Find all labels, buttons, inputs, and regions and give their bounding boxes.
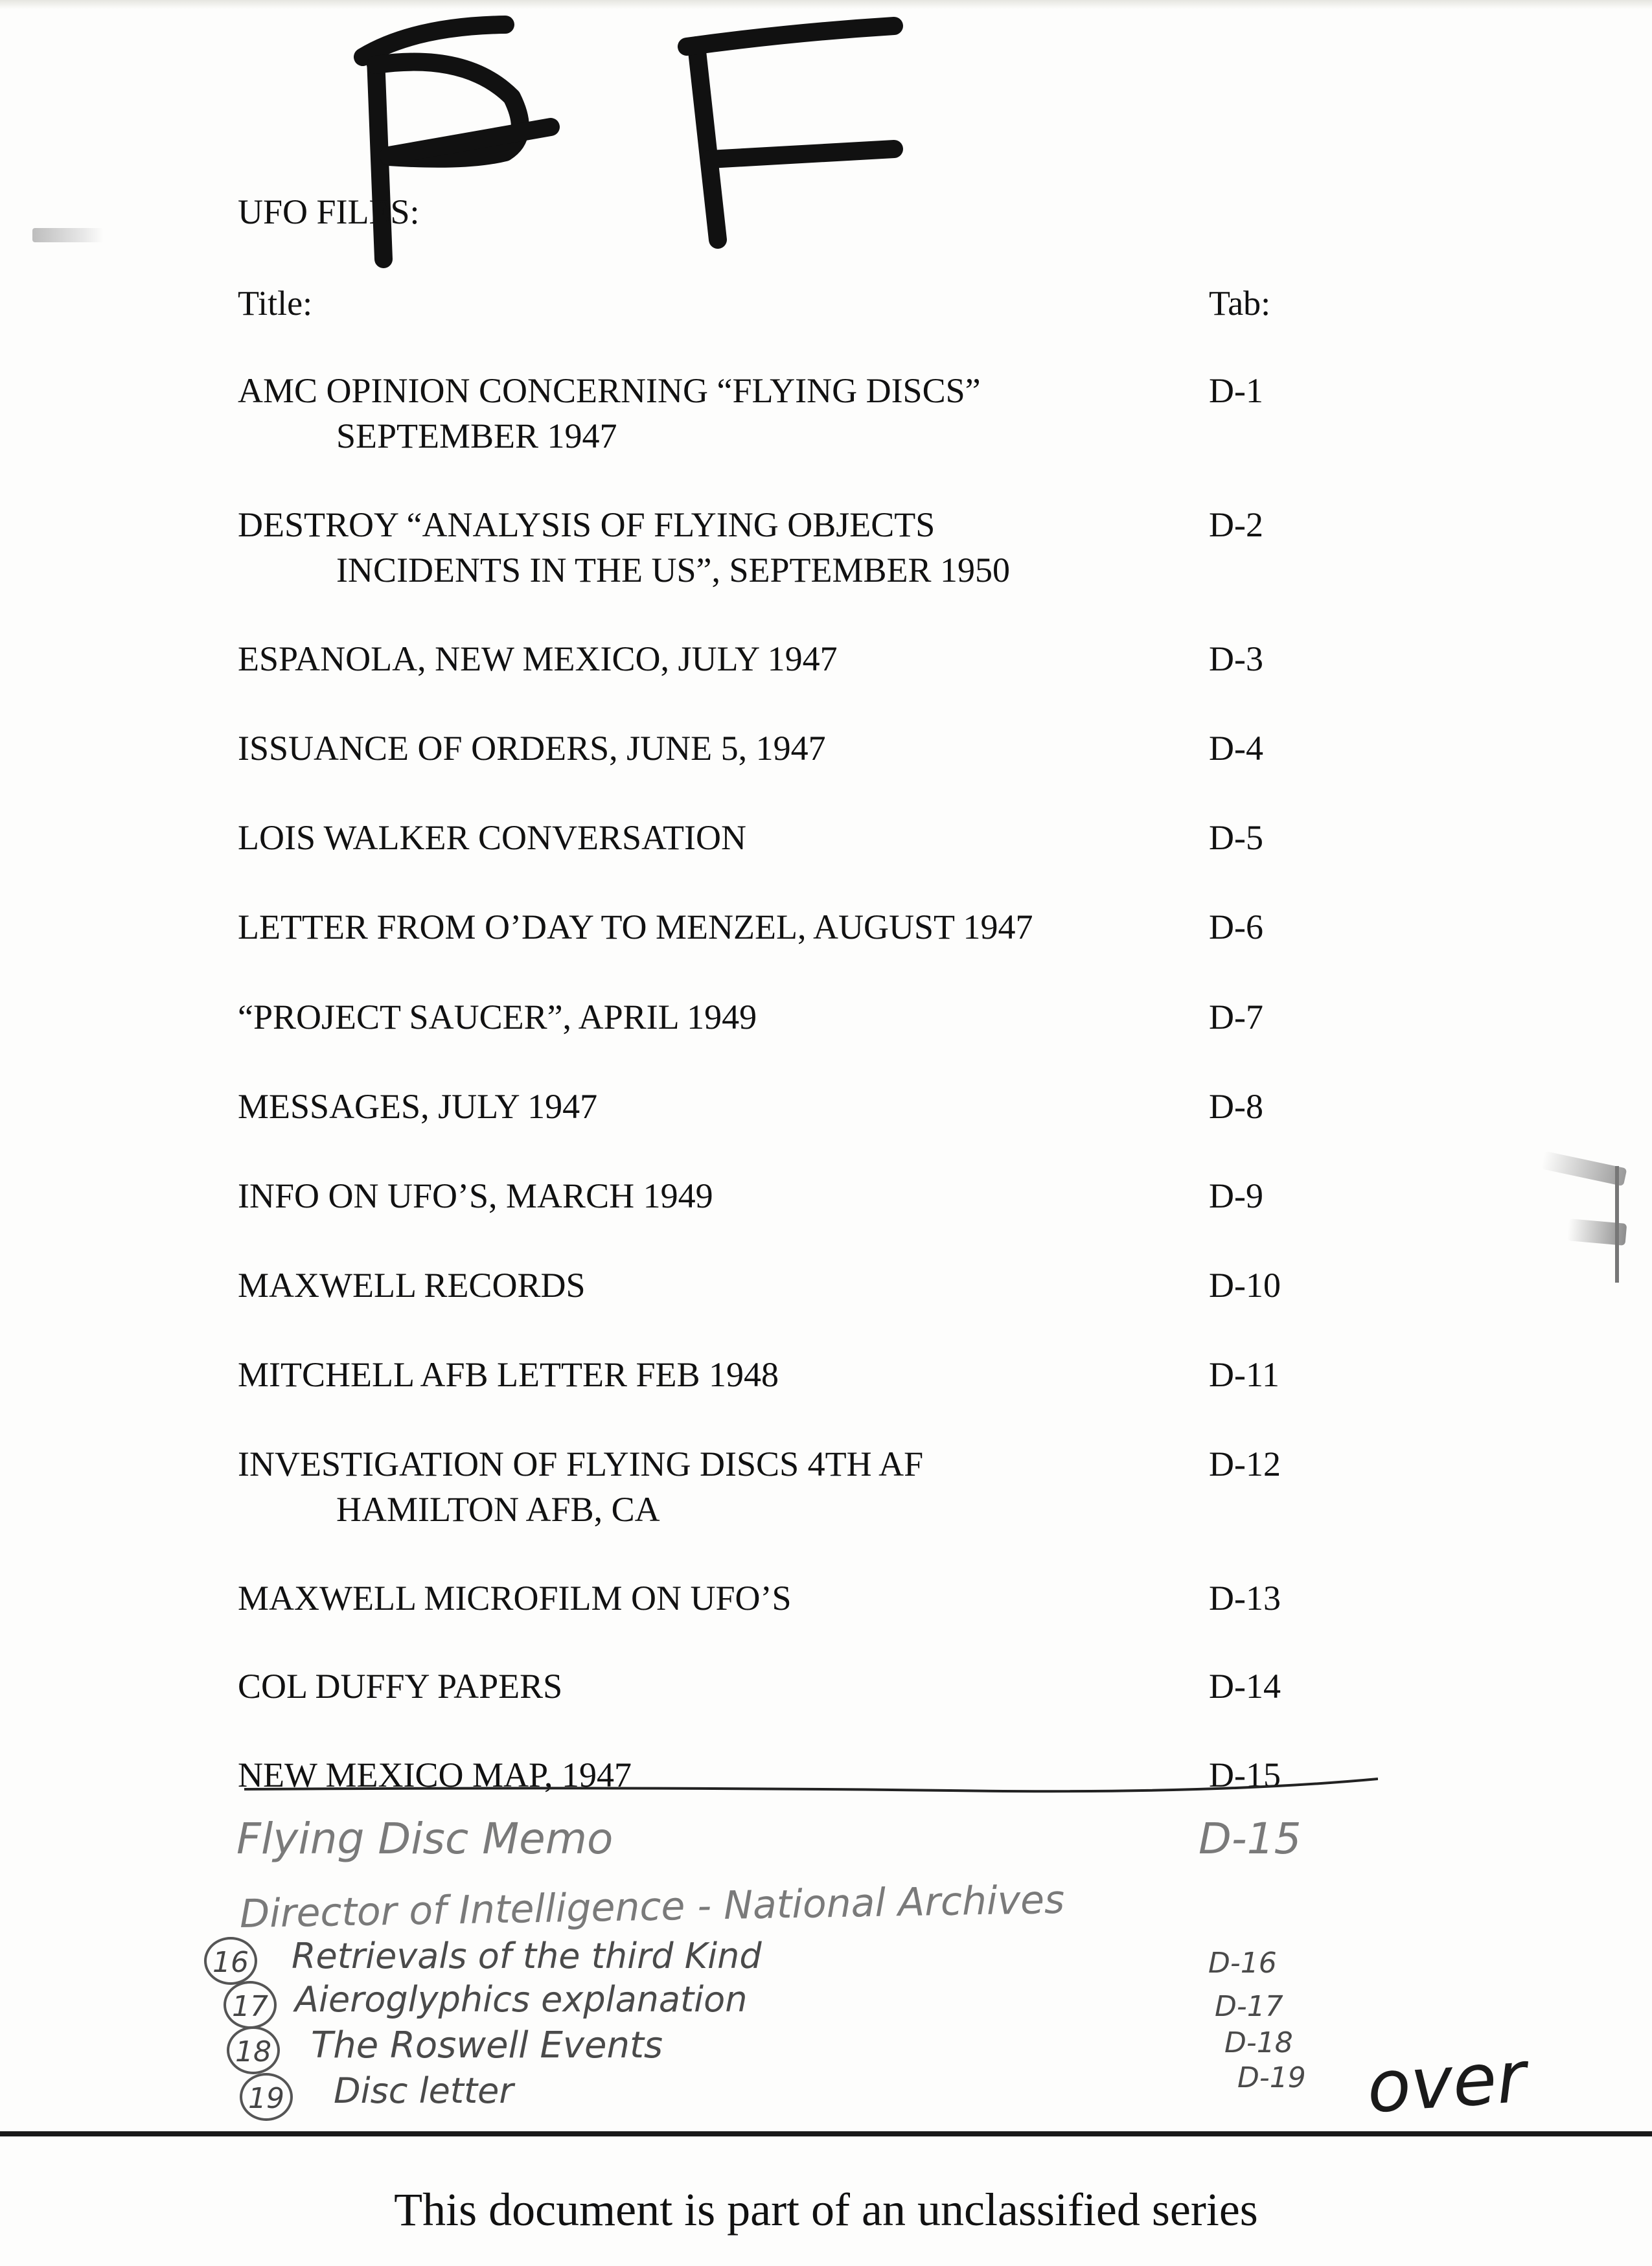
handwritten-tab: D-15 (1199, 1814, 1302, 1864)
entry-title: ESPANOLA, NEW MEXICO, JULY 1947 (238, 639, 838, 678)
entry-tab: D-2 (1209, 505, 1263, 544)
entry-title: MESSAGES, JULY 1947 (238, 1087, 598, 1126)
strikethrough-line-icon (238, 1761, 1378, 1819)
entry-tab: D-11 (1209, 1355, 1279, 1394)
circled-number: 17 (224, 1981, 277, 2029)
entry-tab: D-1 (1209, 371, 1263, 410)
entry-title (238, 368, 1197, 459)
handwritten-item: Disc letter (334, 2070, 514, 2111)
handwritten-tab: D-19 (1237, 2061, 1306, 2094)
footer-note: This document is part of an unclassified series (394, 2184, 1258, 2236)
scan-artifact-left (32, 228, 104, 242)
entry-tab: D-14 (1209, 1667, 1281, 1706)
entry-tab: D-6 (1209, 908, 1263, 946)
column-header-title: Title: (238, 284, 313, 323)
handwritten-note: Flying Disc Memo (236, 1814, 614, 1864)
entry-title (238, 502, 1197, 593)
entry-title-line: DESTROY “ANALYSIS OF FLYING OBJECTS (238, 505, 935, 544)
entry-title: MAXWELL RECORDS (238, 1266, 586, 1305)
entry-title-struck: NEW MEXICO MAP, 1947 (238, 1756, 632, 1794)
entry-title: MAXWELL MICROFILM ON UFO’S (238, 1579, 792, 1618)
entry-title: COL DUFFY PAPERS (238, 1667, 563, 1706)
document-title: UFO FILES: (238, 192, 420, 231)
scan-artifact-right (1541, 1151, 1627, 1186)
entry-title: LETTER FROM O’DAY TO MENZEL, AUGUST 1947 (238, 908, 1033, 946)
entry-tab: D-3 (1209, 639, 1263, 678)
entry-title-line: SEPTEMBER 1947 (336, 417, 617, 455)
entry-title: LOIS WALKER CONVERSATION (238, 818, 747, 857)
entry-tab: D-13 (1209, 1579, 1281, 1618)
handwritten-note: Director of Intelligence - National Archives (239, 1877, 1065, 1937)
entry-tab: D-4 (1209, 729, 1263, 768)
footer-divider (0, 2131, 1652, 2136)
circled-number: 19 (240, 2073, 293, 2121)
entry-tab: D-12 (1209, 1445, 1281, 1483)
entry-title: ISSUANCE OF ORDERS, JUNE 5, 1947 (238, 729, 826, 768)
entry-tab: D-7 (1209, 998, 1263, 1036)
entry-tab: D-9 (1209, 1176, 1263, 1215)
entry-title: MITCHELL AFB LETTER FEB 1948 (238, 1355, 779, 1394)
handwritten-tab: D-16 (1208, 1947, 1277, 1980)
entry-title-line: INVESTIGATION OF FLYING DISCS 4TH AF (238, 1445, 924, 1483)
handwritten-tab: D-18 (1224, 2026, 1293, 2059)
entry-tab: D-10 (1209, 1266, 1281, 1305)
handwritten-over: over (1364, 2035, 1529, 2129)
entry-title-line: AMC OPINION CONCERNING “FLYING DISCS” (238, 371, 981, 410)
handwritten-item: The Roswell Events (311, 2024, 663, 2066)
column-header-tab: Tab: (1209, 284, 1271, 323)
marker-letters-pf-icon (337, 6, 933, 279)
handwritten-tab: D-17 (1215, 1990, 1283, 2023)
circled-number: 18 (227, 2026, 280, 2074)
entry-title (238, 1441, 1197, 1532)
entry-title: “PROJECT SAUCER”, APRIL 1949 (238, 998, 757, 1036)
entry-title: INFO ON UFO’S, MARCH 1949 (238, 1176, 713, 1215)
entry-title-line: INCIDENTS IN THE US”, SEPTEMBER 1950 (336, 551, 1011, 589)
scan-artifact-right (1615, 1166, 1619, 1283)
handwritten-item: Retrievals of the third Kind (292, 1936, 762, 1976)
entry-title-line: HAMILTON AFB, CA (336, 1490, 660, 1529)
entry-tab: D-8 (1209, 1087, 1263, 1126)
handwritten-item: Aieroglyphics explanation (295, 1979, 748, 2020)
circled-number: 16 (204, 1937, 257, 1985)
entry-tab-struck: D-15 (1209, 1756, 1281, 1794)
entry-tab: D-5 (1209, 818, 1263, 857)
